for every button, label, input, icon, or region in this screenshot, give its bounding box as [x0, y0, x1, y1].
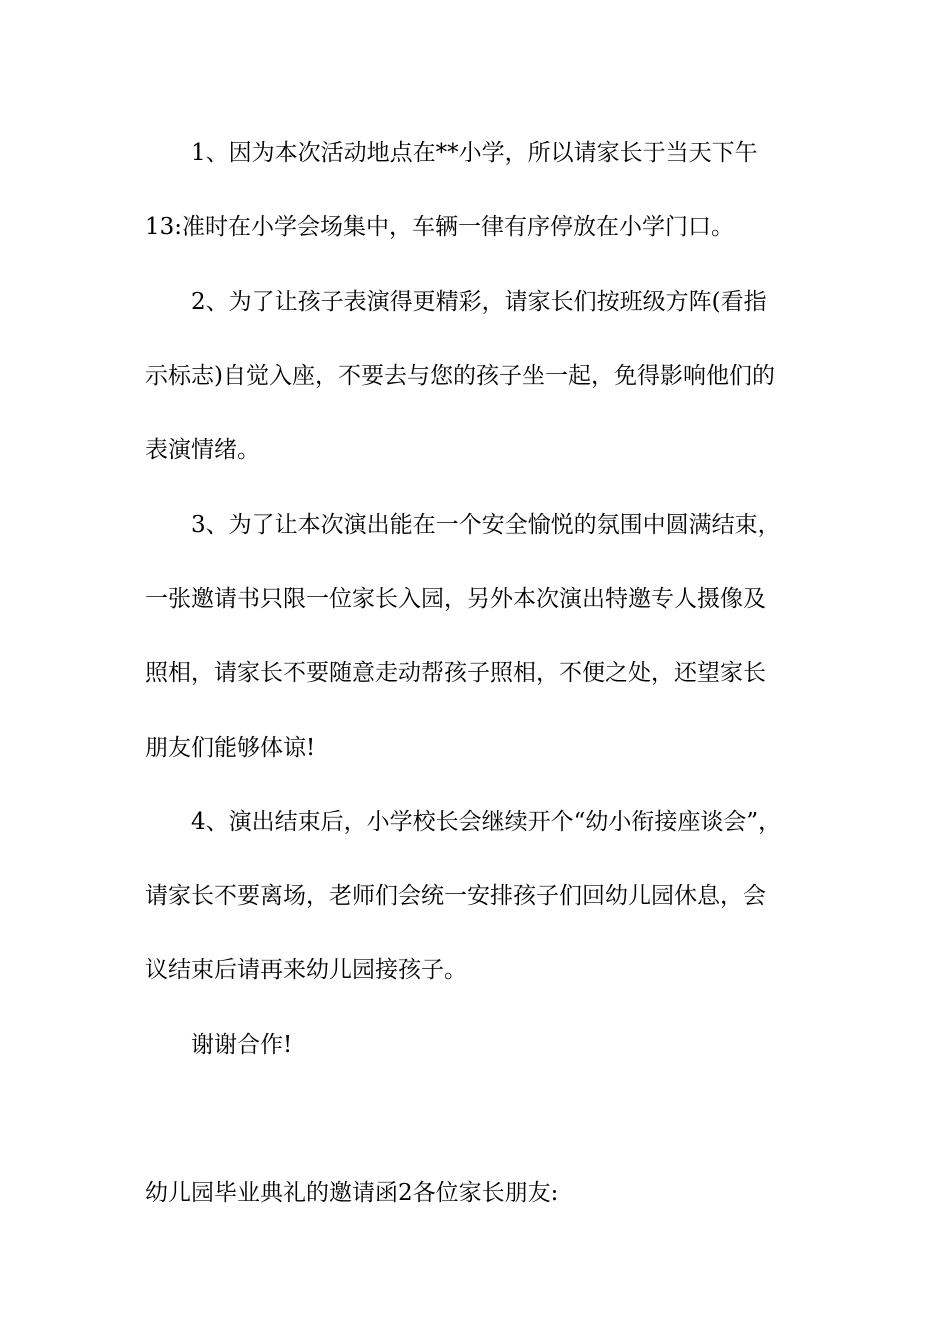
text-line-9: 朋友们能够体谅!: [145, 735, 316, 761]
text-line-11: 请家长不要离场，老师们会统一安排孩子们回幼儿园休息，会: [145, 883, 766, 909]
text-line-13: 谢谢合作!: [191, 1032, 293, 1058]
text-line-3: 2、为了让孩子表演得更精彩，请家长们按班级方阵(看指: [191, 289, 767, 315]
text-line-14: 幼儿园毕业典礼的邀请函2各位家长朋友:: [145, 1180, 559, 1206]
text-line-4: 示标志)自觉入座，不要去与您的孩子坐一起，免得影响他们的: [145, 363, 775, 389]
text-line-10: 4、演出结束后，小学校长会继续开个“幼小衔接座谈会”，: [191, 809, 782, 835]
text-line-8: 照相，请家长不要随意走动帮孩子照相，不便之处，还望家长: [145, 660, 766, 686]
text-line-6: 3、为了让本次演出能在一个安全愉悦的氛围中圆满结束，: [191, 512, 781, 538]
text-line-7: 一张邀请书只限一位家长入园，另外本次演出特邀专人摄像及: [145, 586, 766, 612]
text-line-5: 表演情绪。: [145, 437, 260, 463]
text-line-1: 1、因为本次活动地点在**小学，所以请家长于当天下午: [191, 140, 758, 166]
text-line-12: 议结束后请再来幼儿园接孩子。: [145, 957, 467, 983]
text-line-2: 13:准时在小学会场集中，车辆一律有序停放在小学门口。: [145, 214, 735, 240]
